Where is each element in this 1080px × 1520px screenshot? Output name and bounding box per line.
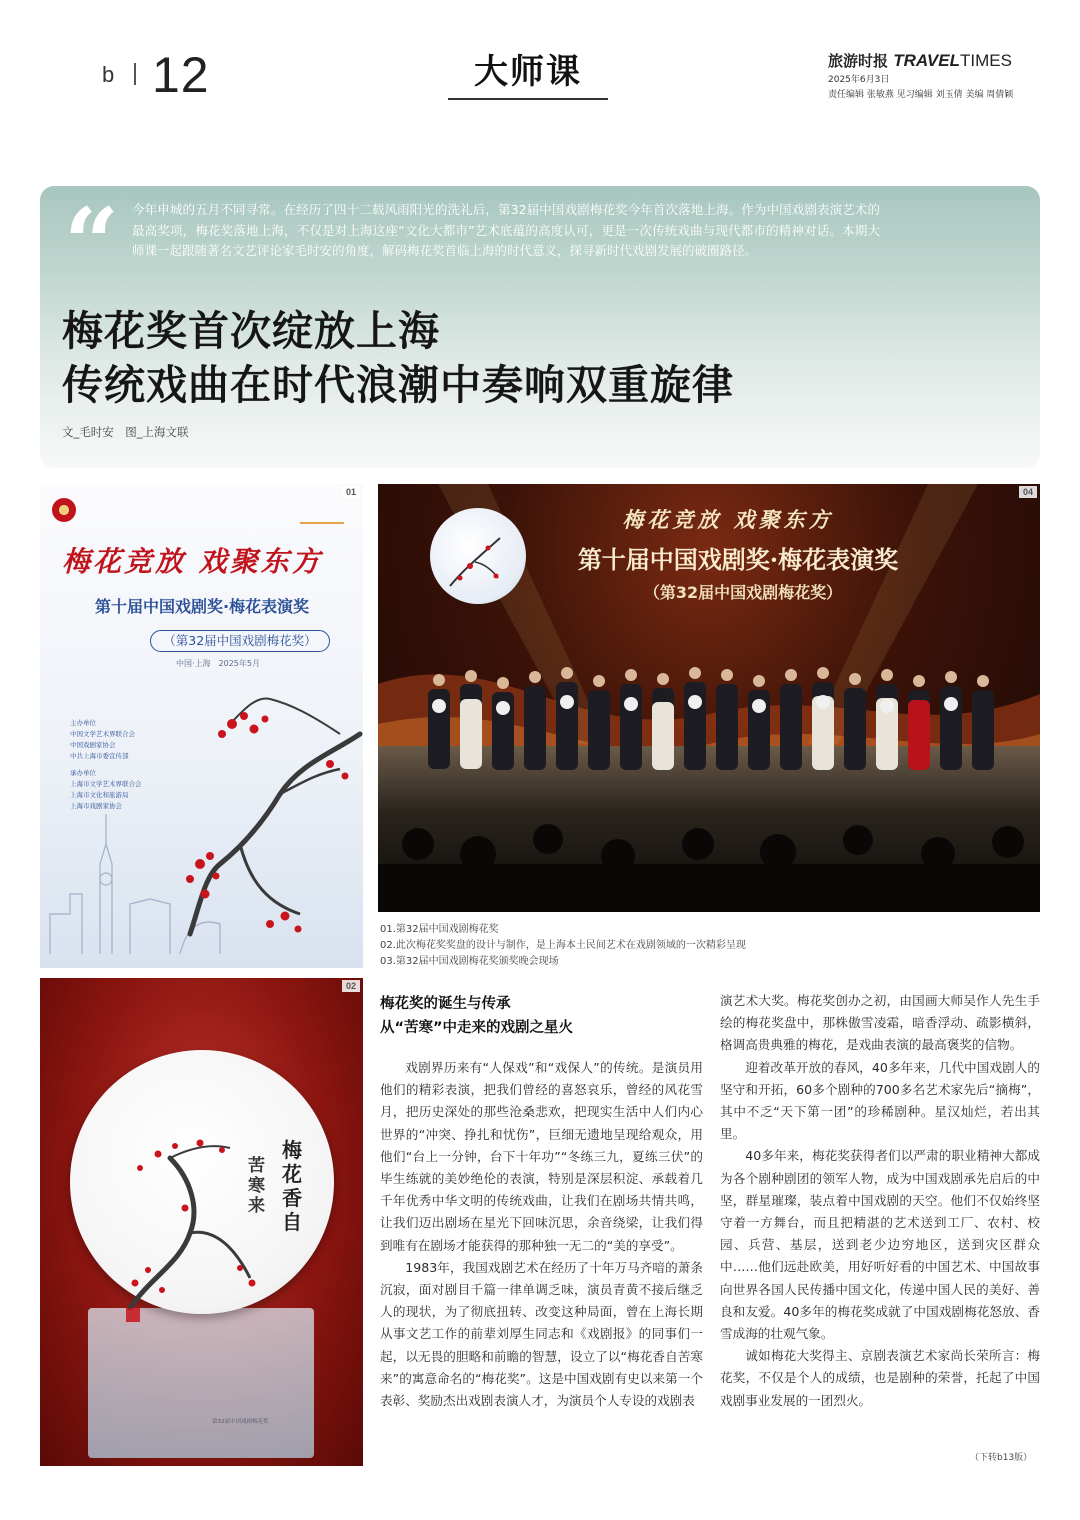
plate-calligraphy: 梅花香自 <box>282 1138 302 1234</box>
intro-text: 今年申城的五月不同寻常。在经历了四十二载风雨阳光的洗礼后，第32届中国戏剧梅花奖今年首次落地上海。作为中国戏剧表演艺术的最高奖项，梅花奖落地上海，不仅是对上海这座“文化大都市”艺术底蕴的高度认可，更是一次传统戏曲与现代都市的精神对话。本期大师课一起跟随著名文艺评论家毛时安的角度，解码梅花奖首临上海的时代意义，探寻新时代戏剧发展的破圈路径。 <box>132 202 880 258</box>
photo-poster <box>40 484 363 968</box>
photo-award-plate <box>40 978 363 1466</box>
section-letter: b <box>102 62 115 87</box>
organizer-line: 中国文学艺术界联合会 <box>70 730 135 738</box>
body-paragraph: 迎着改革开放的春风，40多年来，几代中国戏剧人的坚守和开拓，60多个剧种的700多名艺术家先后“摘梅”，其中不乏“天下第一团”的珍稀剧种。星汉灿烂，若出其里。 <box>720 1059 1040 1142</box>
editorial-staff: 责任编辑 张敏燕 见习编辑 刘玉倩 美编 周倩颖 <box>828 90 1014 100</box>
page-number: 12 <box>152 47 210 103</box>
paper-name-en: TIMES <box>960 51 1012 70</box>
body-paragraph: 演艺术大奖。梅花奖创办之初，由国画大师吴作人先生手绘的梅花奖盘中，那株傲雪凌霜，暗香浮动、疏影横斜，格调高贵典雅的梅花，是戏曲表演的最高褒奖的信物。 <box>720 993 1040 1053</box>
header-divider <box>134 63 136 85</box>
organizer-line: 中国戏剧家协会 <box>70 741 116 749</box>
stand-inscription: 第32届中国戏剧梅花奖 <box>212 1419 269 1425</box>
organizer-line: 承办单位 <box>70 769 96 777</box>
body-column-1 <box>380 1057 703 1412</box>
stage-award-title: 第十届中国戏剧奖·梅花表演奖 <box>577 545 899 574</box>
section-heading <box>380 992 573 1040</box>
photo-number: 01 <box>342 486 360 498</box>
paper-name-cn: 旅游时报 <box>828 52 889 70</box>
body-paragraph: 1983年，我国戏剧艺术在经历了十年万马齐喑的萧条沉寂，面对剧目千篇一律单调乏味，演员青黄不接后继乏人的现状，为了彻底扭转、改变这种局面，曾在上海长期从事文艺工作的前辈刘厚生同志和《戏剧报》的同事们一起，以无畏的胆略和前瞻的智慧，设立了以“梅花香自苦寒来”的寓意命名的“梅花奖”。这是中国戏剧有史以来第一个表彰、奖励杰出戏剧表演人才，为演员个人专设的戏剧表 <box>380 1259 703 1409</box>
plate-plum-painting-icon <box>40 978 363 1466</box>
poster-place: 中国·上海 2025年5月 <box>176 659 260 668</box>
body-paragraph: 戏剧界历来有“人保戏”和“戏保人”的传统。是演员用他们的精彩表演，把我们曾经的喜怒哀乐，曾经的风花雪月，把历史深处的那些沧桑悲欢，把现实生活中人们内心世界的“冲突、挣扎和忧伤”，巨细无遗地呈现给观众，用他们“台上一分钟，台下十年功”“冬练三九，夏练三伏”的毕生练就的美妙绝伦的表演，特别是深层积淀、承载着几千年优秀中华文明的传统戏曲，让我们在剧场共情共鸣，让我们迈出剧场在星光下回味沉思，余音绕梁，让我们得到唯有在剧场才能获得的那种独一无二的“美的享受”。 <box>380 1060 703 1253</box>
award-winners-group-icon <box>378 484 1040 912</box>
organizer-line: 主办单位 <box>70 719 96 727</box>
poster-subtitle: 第十届中国戏剧奖·梅花表演奖 <box>94 597 310 616</box>
organizer-line: 上海市文学艺术界联合会 <box>70 780 142 788</box>
quote-mark-icon: “ <box>64 187 120 300</box>
photo-number: 02 <box>342 980 360 992</box>
paper-name-en-bold: TRAVEL <box>893 51 960 70</box>
section-subtitle: 从“苦寒”中走来的戏剧之星火 <box>380 1020 574 1036</box>
organizer-line: 上海市文化和旅游局 <box>70 791 129 799</box>
column-title-underline <box>448 98 608 100</box>
organizer-line: 上海市戏剧家协会 <box>70 802 122 810</box>
caption-line: 01.第32届中国戏剧梅花奖 <box>380 924 499 935</box>
caption-line: 02.此次梅花奖奖盘的设计与制作，是上海本土民间艺术在戏剧领域的一次精彩呈现 <box>380 940 746 951</box>
headline <box>62 304 734 412</box>
poster-title: 梅花竞放 戏聚东方 <box>62 545 323 578</box>
body-paragraph: 诚如梅花大奖得主、京剧表演艺术家尚长荣所言：梅花奖，不仅是个人的成绩，也是剧种的荣誉，托起了中国戏剧事业发展的一团烈火。 <box>720 1348 1040 1408</box>
plum-branch-illustration-icon <box>40 484 363 968</box>
photo-ceremony-stage <box>378 484 1040 912</box>
plate-calligraphy-2: 苦寒来 <box>248 1156 265 1216</box>
byline: 文_毛时安 图_上海文联 <box>62 425 189 439</box>
photo-captions <box>380 922 746 970</box>
column-title: 大师课 <box>474 52 582 92</box>
caption-line: 03.第32届中国戏剧梅花奖颁奖晚会现场 <box>380 956 559 967</box>
headline-line-2: 传统戏曲在时代浪潮中奏响双重旋律 <box>62 361 734 409</box>
stage-award-subtitle: （第32届中国戏剧梅花奖） <box>643 583 843 602</box>
organizer-line: 中共上海市委宣传部 <box>70 752 129 760</box>
body-column-2 <box>720 990 1040 1412</box>
photo-number: 04 <box>1019 486 1037 498</box>
stage-slogan: 梅花竞放 戏聚东方 <box>622 507 834 532</box>
continued-note: （下转b13版） <box>970 1453 1033 1463</box>
section-title: 梅花奖的诞生与传承 <box>380 996 511 1012</box>
paper-name <box>828 50 1012 71</box>
issue-date: 2025年6月3日 <box>828 75 890 85</box>
headline-line-1: 梅花奖首次绽放上海 <box>62 307 440 355</box>
poster-subtitle-2: （第32届中国戏剧梅花奖） <box>150 630 330 652</box>
body-paragraph: 40多年来，梅花奖获得者们以严肃的职业精神大都成为各个剧种剧团的领军人物，成为中国戏剧承先启后的中坚，群星璀璨，装点着中国戏剧的天空。他们不仅始终坚守着一方舞台，而且把精湛的艺术送到工厂、农村、校园、兵营、基层，送到老少边穷地区，送到灾区群众中……他们远赴欧美，用好听好看的中国艺术、中国故事向世界各国人民传播中国文化，传递中国人民的美好、善良和友爱。40多年的梅花奖成就了中国戏剧梅花怒放、香雪成海的壮观气象。 <box>720 1148 1040 1342</box>
